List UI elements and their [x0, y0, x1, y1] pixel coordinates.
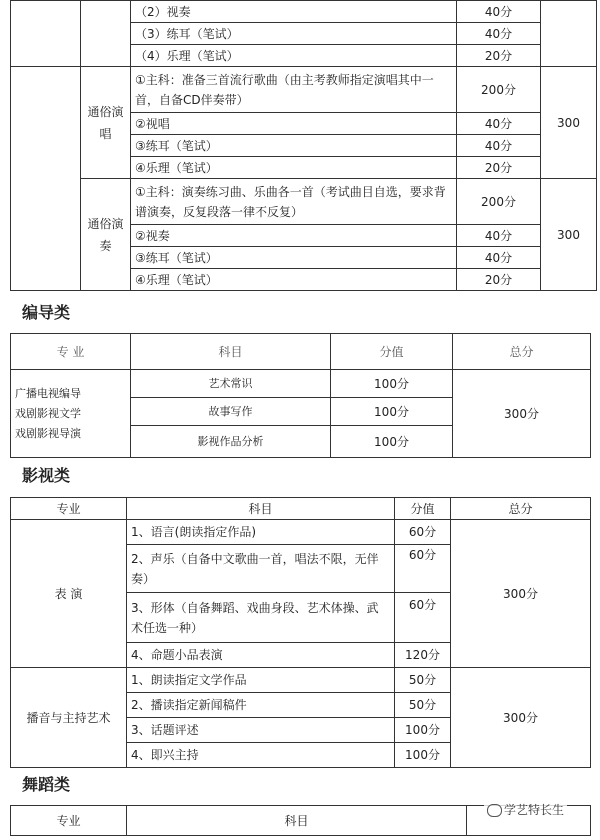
subject-cell: ③练耳（笔试） [131, 135, 457, 157]
subject-cell: 1、朗读指定文学作品 [127, 668, 395, 693]
score-cell: 20分 [457, 45, 541, 67]
header-major: 专业 [11, 498, 127, 520]
score-cell: 40分 [457, 23, 541, 45]
subject-cell: 故事写作 [131, 398, 331, 426]
subject-cell: ④乐理（笔试） [131, 269, 457, 291]
film-exam-table [10, 497, 591, 768]
score-cell: 100分 [395, 718, 451, 743]
table-row [11, 67, 597, 113]
header-score: 分值 [395, 498, 451, 520]
score-cell: 60分 [395, 593, 451, 643]
score-cell: 60分 [395, 520, 451, 545]
table-header-row [11, 334, 591, 370]
score-cell: 40分 [457, 135, 541, 157]
sub-major-pop-vocal: 通俗演唱 [81, 67, 131, 179]
watermark [484, 800, 567, 819]
music-exam-table [10, 0, 597, 291]
subject-cell: ③练耳（笔试） [131, 247, 457, 269]
score-cell: 50分 [395, 668, 451, 693]
header-major: 专 业 [11, 334, 131, 370]
sub-major-cell-prev [81, 1, 131, 67]
table-row [11, 370, 591, 398]
subject-cell: 1、语言(朗读指定作品) [127, 520, 395, 545]
major-name: 戏剧影视文学 [15, 406, 81, 420]
section-title-dance: 舞蹈类 [22, 775, 71, 794]
score-cell: 100分 [331, 398, 453, 426]
subject-cell: ①主科：演奏练习曲、乐曲各一首（考试曲目自选，要求背谱演奏，反复段落一律不反复） [131, 179, 457, 225]
header-subject: 科目 [127, 498, 395, 520]
subject-cell: 影视作品分析 [131, 426, 331, 458]
total-cell: 300分 [453, 370, 591, 458]
major-acting: 表 演 [11, 520, 127, 668]
section-title-directing: 编导类 [22, 303, 71, 322]
total-cell: 300分 [451, 520, 591, 668]
total-cell: 300分 [451, 668, 591, 768]
sub-major-pop-perf: 通俗演奏 [81, 179, 131, 291]
wechat-icon [487, 804, 502, 817]
subject-cell: ①主科：准备三首流行歌曲（由主考教师指定演唱其中一首，自备CD伴奏带） [131, 67, 457, 113]
subject-cell: ②视唱 [131, 113, 457, 135]
score-cell: 50分 [395, 693, 451, 718]
majors-cell [11, 370, 131, 458]
table-header-row [11, 498, 591, 520]
score-cell: 40分 [457, 247, 541, 269]
subject-cell: 2、声乐（自备中文歌曲一首，唱法不限，无伴奏） [127, 545, 395, 593]
major-hosting: 播音与主持艺术 [11, 668, 127, 768]
subject-cell: ④乐理（笔试） [131, 157, 457, 179]
subject-cell: （2）视奏 [131, 1, 457, 23]
table-row [11, 1, 597, 23]
total-cell-prev [541, 1, 597, 67]
score-cell: 60分 [395, 545, 451, 593]
header-major: 专业 [11, 806, 127, 836]
score-cell: 120分 [395, 643, 451, 668]
score-cell: 100分 [331, 370, 453, 398]
table-row [11, 179, 597, 225]
score-cell: 40分 [457, 225, 541, 247]
subject-cell: （3）练耳（笔试） [131, 23, 457, 45]
major-name: 广播电视编导 [15, 386, 81, 400]
major-cell-music [11, 67, 81, 291]
score-cell: 40分 [457, 1, 541, 23]
subject-cell: 2、播读指定新闻稿件 [127, 693, 395, 718]
score-cell: 100分 [395, 743, 451, 768]
table-row [11, 520, 591, 545]
header-subject: 科目 [127, 806, 467, 836]
header-total: 总分 [451, 498, 591, 520]
subject-cell: ②视奏 [131, 225, 457, 247]
subject-cell: （4）乐理（笔试） [131, 45, 457, 67]
subject-cell: 4、即兴主持 [127, 743, 395, 768]
score-cell: 100分 [331, 426, 453, 458]
watermark-text: 学艺特长生 [504, 803, 565, 817]
total-cell: 300 [541, 67, 597, 179]
total-cell: 300 [541, 179, 597, 291]
subject-cell: 4、命题小品表演 [127, 643, 395, 668]
section-title-film: 影视类 [22, 466, 71, 485]
header-score: 分值 [331, 334, 453, 370]
major-cell-prev [11, 1, 81, 67]
score-cell: 200分 [457, 67, 541, 113]
score-cell: 20分 [457, 157, 541, 179]
score-cell: 40分 [457, 113, 541, 135]
header-total: 总分 [453, 334, 591, 370]
subject-cell: 3、话题评述 [127, 718, 395, 743]
subject-cell: 艺术常识 [131, 370, 331, 398]
header-subject: 科目 [131, 334, 331, 370]
subject-cell: 3、形体（自备舞蹈、戏曲身段、艺术体操、武术任选一种） [127, 593, 395, 643]
directing-exam-table [10, 333, 591, 458]
table-row [11, 668, 591, 693]
major-name: 戏剧影视导演 [15, 426, 81, 440]
score-cell: 20分 [457, 269, 541, 291]
score-cell: 200分 [457, 179, 541, 225]
